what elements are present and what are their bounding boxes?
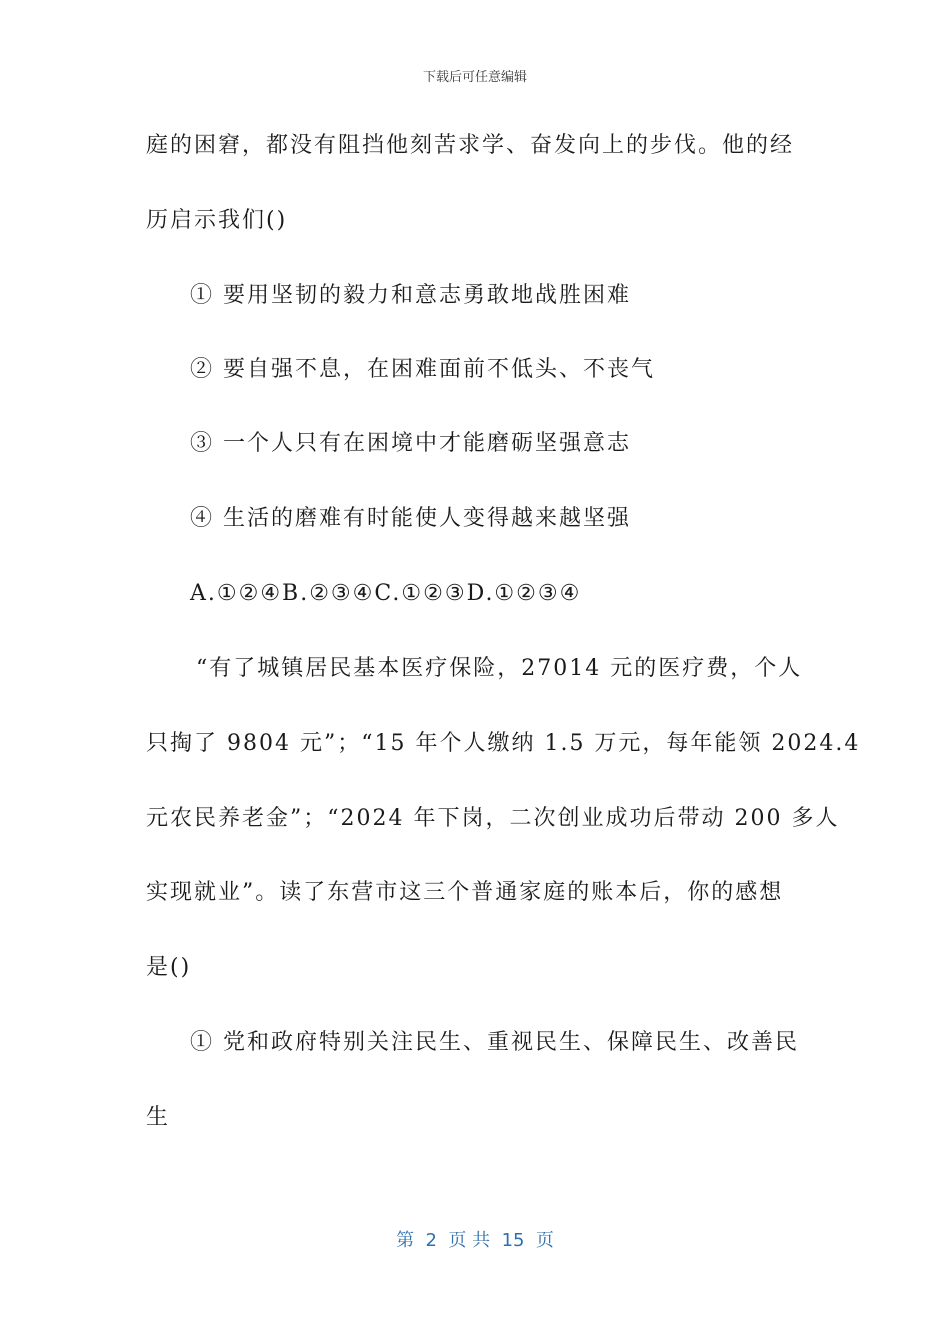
option-line: ① 党和政府特别关注民生、重视民生、保障民生、改善民 bbox=[190, 1030, 799, 1055]
text-line: 庭的困窘，都没有阻挡他刻苦求学、奋发向上的步伐。他的经 bbox=[146, 133, 795, 158]
answer-choices: A.①②④B.②③④C.①②③D.①②③④ bbox=[190, 581, 582, 606]
text-line: 元农民养老金”；“2024 年下岗，二次创业成功后带动 200 多人 bbox=[146, 806, 840, 831]
text-line: 是() bbox=[146, 955, 192, 980]
text-line: 生 bbox=[146, 1105, 171, 1130]
text-line: “有了城镇居民基本医疗保险，27014 元的医疗费，个人 bbox=[196, 656, 803, 681]
download-edit-note: 下载后可任意编辑 bbox=[422, 70, 527, 85]
option-line: ② 要自强不息，在困难面前不低头、不丧气 bbox=[190, 357, 655, 382]
option-line: ③ 一个人只有在困境中才能磨砺坚强意志 bbox=[190, 431, 631, 456]
text-line: 实现就业”。读了东营市这三个普通家庭的账本后，你的感想 bbox=[146, 880, 784, 905]
option-line: ④ 生活的磨难有时能使人变得越来越坚强 bbox=[190, 506, 631, 531]
text-line: 历启示我们() bbox=[146, 208, 288, 233]
option-line: ① 要用坚韧的毅力和意志勇敢地战胜困难 bbox=[190, 283, 631, 308]
text-line: 只掏了 9804 元”；“15 年个人缴纳 1.5 万元，每年能领 2024.4 bbox=[146, 731, 861, 756]
page-number: 第 2 页 共 15 页 bbox=[396, 1230, 554, 1251]
